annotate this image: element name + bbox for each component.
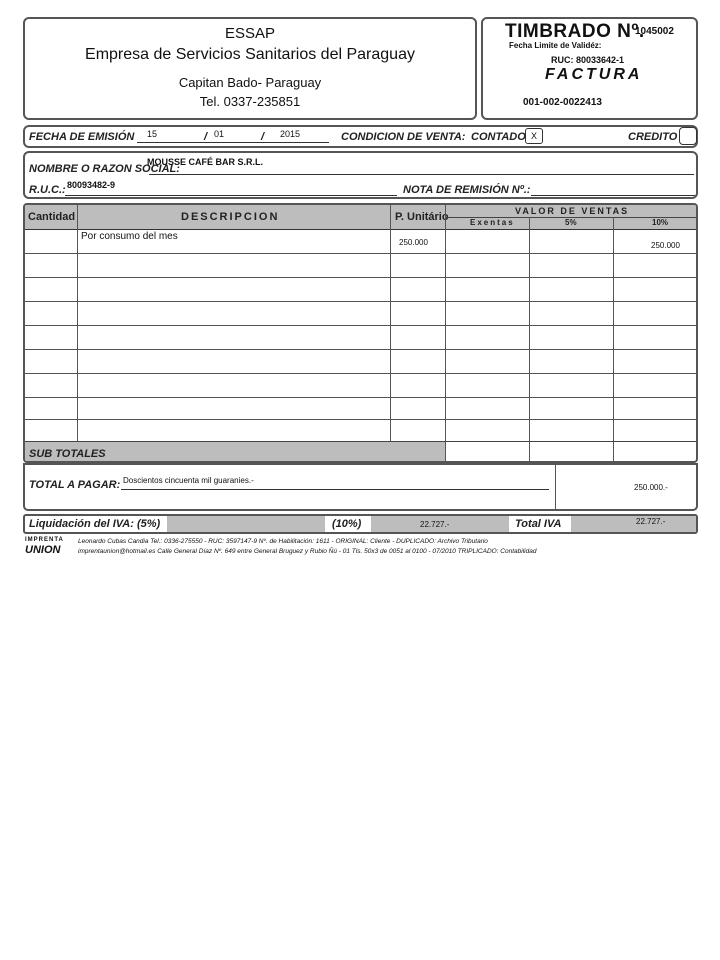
liq-label: Liquidación del IVA: (5%) <box>29 518 161 530</box>
condition-label: CONDICION DE VENTA: <box>341 131 466 143</box>
client-name: MOUSSE CAFÉ BAR S.R.L. <box>147 157 264 167</box>
total-label: TOTAL A PAGAR: <box>29 479 121 491</box>
client-name-label: NOMBRE O RAZON SOCIAL: <box>29 163 180 175</box>
footer-line2: imprentaunion@hotmail.es Calle General Díaz Nº. 649 entre General Bruguez y Rubio Ñú - 01 Tls. 50x3 de 0051 al 0100 - 07/2010 TRIPLICADO: Contabilidad <box>78 548 537 555</box>
remision-label: NOTA DE REMISIÓN Nº.: <box>403 184 531 196</box>
row-iva10: 250.000 <box>651 241 680 250</box>
table-row <box>25 229 696 253</box>
row-unitario: 250.000 <box>399 238 428 247</box>
total-iva-value: 22.727.- <box>636 517 666 526</box>
emission-year: 2015 <box>280 129 301 139</box>
credito-label: CREDITO <box>628 131 678 143</box>
emission-label: FECHA DE EMISIÓN <box>29 131 135 143</box>
timbrado-number: 1045002 <box>635 26 674 37</box>
timbrado-box <box>481 17 698 120</box>
footer-line1: Leonardo Cubas Candia Tel.: 0336-275550 - RUC: 3597147-9 Nº. de Habilitación: 1611 - ORIGINAL: Cliente - DUPLICADO: Archivo Tributario <box>78 538 488 545</box>
invoice-number: 001-002-0022413 <box>523 97 602 108</box>
col-descripcion: DESCRIPCION <box>181 211 280 223</box>
contado-label: CONTADO <box>471 131 526 143</box>
timbrado-label: TIMBRADO Nº. <box>505 21 645 42</box>
emission-box <box>23 125 698 148</box>
timbrado-ruc: RUC: 80033642-1 <box>551 55 625 65</box>
total-iva-label: Total IVA <box>515 518 562 530</box>
liq10-value: 22.727.- <box>420 520 450 529</box>
validity-label: Fecha Limite de Validéz: <box>509 41 602 50</box>
emission-sep1: / <box>204 131 208 143</box>
company-box <box>23 17 477 120</box>
total-amount: 250.000.- <box>634 483 668 492</box>
logo-bottom: UNION <box>25 544 61 556</box>
valor-ventas: VALOR DE VENTAS <box>515 206 630 216</box>
row-descripcion: Por consumo del mes <box>81 231 178 242</box>
emission-month: 01 <box>214 129 225 139</box>
company-phone: Tel. 0337-235851 <box>199 94 301 109</box>
emission-sep2: / <box>261 131 265 143</box>
printer-logo <box>25 537 75 557</box>
total-box <box>23 463 698 511</box>
company-short: ESSAP <box>224 25 276 42</box>
credito-checkbox[interactable] <box>679 127 697 145</box>
emission-day: 15 <box>147 129 158 139</box>
company-name: Empresa de Servicios Sanitarios del Paraguay <box>85 46 415 63</box>
col-exentas: Exentas <box>470 218 515 227</box>
items-table <box>23 203 698 463</box>
contado-mark: X <box>530 131 537 141</box>
col-unitario: P. Unitário <box>395 211 449 223</box>
col-5: 5% <box>565 218 577 227</box>
client-ruc-label: R.U.C.: <box>29 184 66 196</box>
liq10-label: (10%) <box>332 518 362 530</box>
total-words: Doscientos cincuenta mil guaranies.- <box>123 476 254 485</box>
col-10: 10% <box>652 218 669 227</box>
contado-checkbox[interactable] <box>525 128 543 144</box>
company-address: Capitan Bado- Paraguay <box>178 75 322 90</box>
client-box <box>23 151 698 199</box>
col-cantidad: Cantidad <box>28 211 76 223</box>
doc-type: FACTURA <box>545 66 643 83</box>
liquidation-box <box>23 514 698 534</box>
subtotales-label: SUB TOTALES <box>29 448 106 460</box>
client-ruc: 80093482-9 <box>67 180 116 190</box>
logo-top: IMPRENTA <box>25 537 64 543</box>
